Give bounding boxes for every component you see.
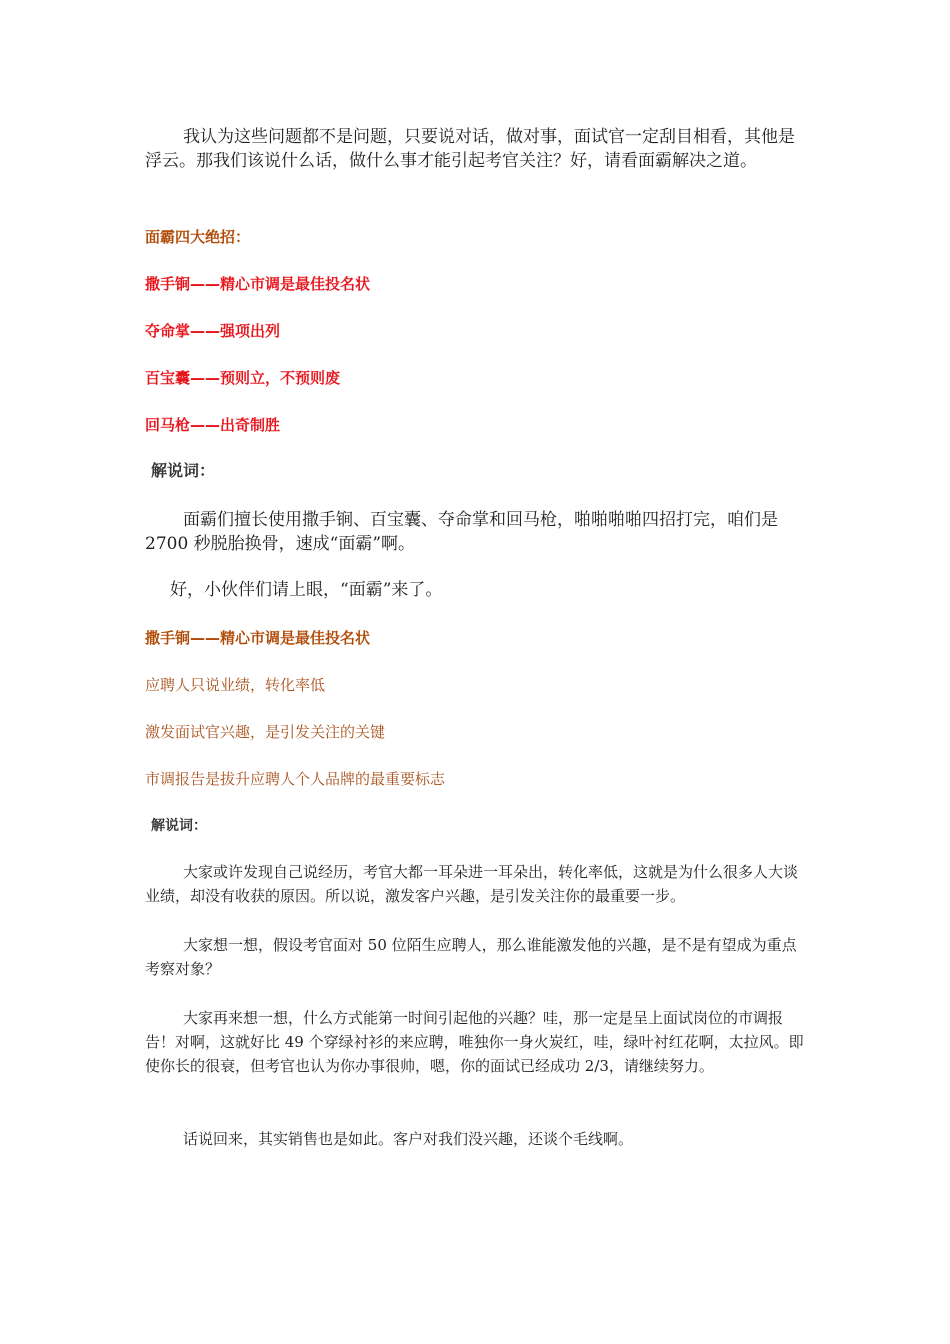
- commentary-followup: 好，小伙伴们请上眼，“面霸”来了。: [170, 580, 443, 600]
- move-item-3: 百宝囊——预则立，不预则废: [145, 369, 341, 387]
- intro-paragraph: 我认为这些问题都不是问题，只要说对话，做对事，面试官一定刮目相看，其他是浮云。那我们该说什么话，做什么事才能引起考官关注？好，请看面霸解决之道。: [145, 127, 795, 171]
- section-point-2: 激发面试官兴趣，是引发关注的关键: [145, 723, 386, 741]
- move-item-2: 夺命掌——强项出列: [145, 322, 281, 340]
- section-heading: 撒手锏——精心市调是最佳投名状: [145, 629, 371, 647]
- move-item-1: 撒手锏——精心市调是最佳投名状: [145, 275, 371, 293]
- section-point-3: 市调报告是拔升应聘人个人品牌的最重要标志: [145, 770, 446, 788]
- section-point-1: 应聘人只说业绩，转化率低: [145, 676, 326, 694]
- commentary-label: 解说词：: [151, 818, 207, 834]
- commentary-paragraph: 话说回来，其实销售也是如此。客户对我们没兴趣，还谈个毛线啊。: [183, 1130, 634, 1148]
- commentary-paragraph: 大家想一想，假设考官面对 50 位陌生应聘人，那么谁能激发他的兴趣，是不是有望成为重点考察对象？: [145, 936, 797, 978]
- commentary-paragraph: 面霸们擅长使用撒手锏、百宝囊、夺命掌和回马枪，啪啪啪啪四招打完，咱们是 2700 秒脱胎换骨，速成“面霸”啊。: [145, 510, 778, 554]
- moves-heading: 面霸四大绝招：: [145, 228, 251, 246]
- commentary-paragraph: 大家或许发现自己说经历，考官大都一耳朵进一耳朵出，转化率低，这就是为什么很多人大谈业绩，却没有收获的原因。所以说，激发客户兴趣，是引发关注你的最重要一步。: [145, 863, 799, 905]
- commentary-label: 解说词：: [151, 461, 216, 480]
- commentary-paragraph: 大家再来想一想，什么方式能第一时间引起他的兴趣？哇，那一定是呈上面试岗位的市调报告！对啊，这就好比 49 个穿绿衬衫的来应聘，唯独你一身火炭红，哇，绿叶衬红花啊，太拉风。即使你长的很衰，但考官也认为你办事很帅，嗯，你的面试已经成功 2/3，请继续努力。: [145, 1009, 804, 1075]
- move-item-4: 回马枪——出奇制胜: [145, 416, 281, 434]
